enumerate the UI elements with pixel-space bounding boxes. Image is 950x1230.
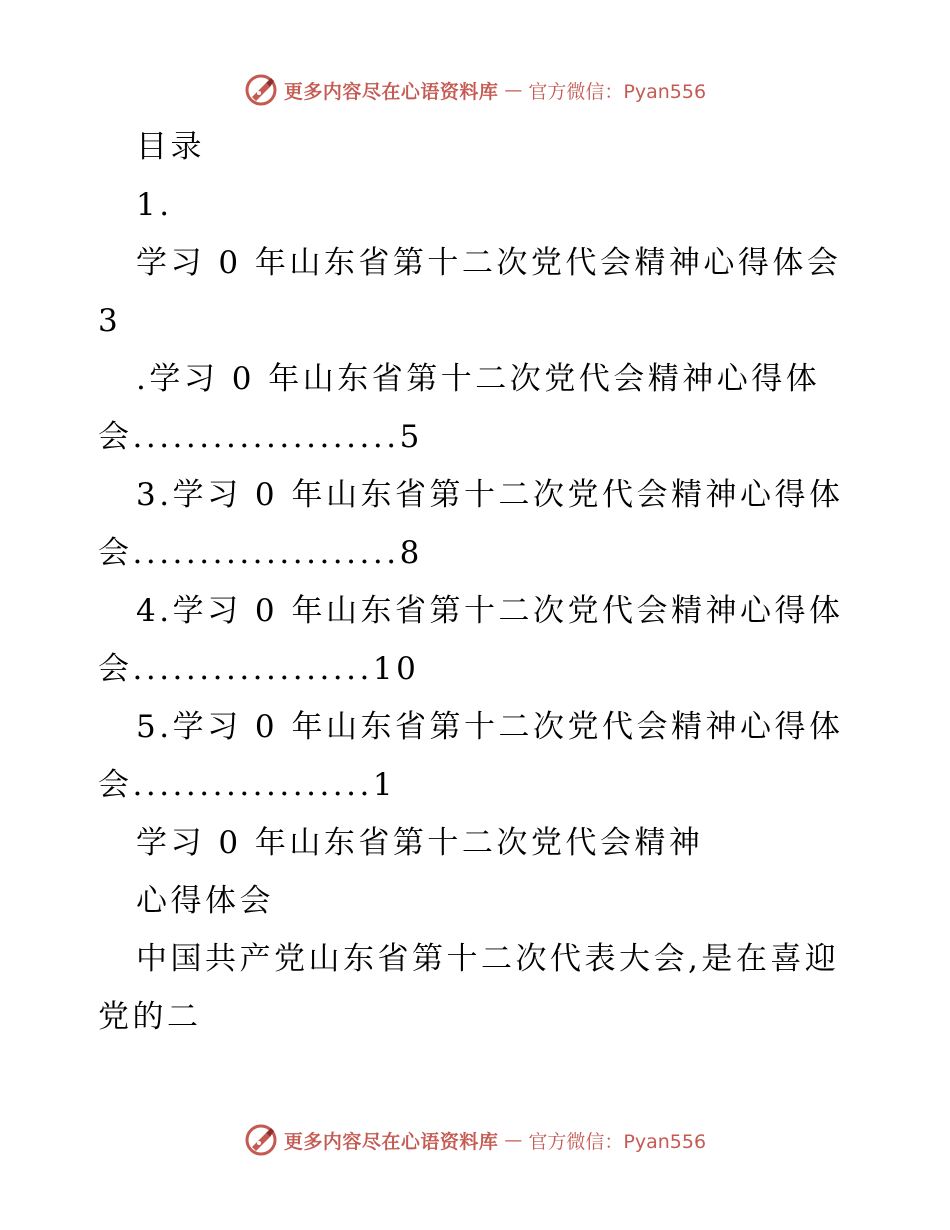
toc-heading: 目录 bbox=[136, 129, 205, 165]
banner-contact: 官方微信：Pyan556 bbox=[528, 1130, 707, 1153]
banner-separator: — bbox=[504, 79, 523, 101]
toc-line: 会....................5 bbox=[98, 419, 423, 455]
banner-text: 更多内容尽在心语资料库 bbox=[283, 80, 499, 103]
body-paragraph: 中国共产党山东省第十二次代表大会,是在喜迎 bbox=[136, 941, 840, 977]
toc-line: 1. bbox=[136, 187, 173, 223]
body-paragraph: 党的二 bbox=[98, 999, 202, 1035]
toc-line: 会..................10 bbox=[98, 651, 420, 687]
banner-contact: 官方微信：Pyan556 bbox=[528, 80, 707, 103]
pen-logo-icon bbox=[244, 73, 278, 107]
banner-text: 更多内容尽在心语资料库 bbox=[283, 1130, 499, 1153]
toc-line: 3 bbox=[98, 303, 122, 339]
toc-line: .学习 0 年山东省第十二次党代会精神心得体 bbox=[136, 361, 821, 397]
toc-line: 学习 0 年山东省第十二次党代会精神心得体会 bbox=[136, 245, 842, 281]
toc-line: 5.学习 0 年山东省第十二次党代会精神心得体 bbox=[136, 709, 844, 745]
toc-line: 会....................8 bbox=[98, 535, 423, 571]
section-title: 学习 0 年山东省第十二次党代会精神 bbox=[136, 825, 704, 861]
banner-separator: — bbox=[504, 1129, 523, 1151]
footer-banner bbox=[0, 1120, 950, 1160]
toc-line: 会..................1 bbox=[98, 767, 397, 803]
toc-line: 4.学习 0 年山东省第十二次党代会精神心得体 bbox=[136, 593, 844, 629]
section-title: 心得体会 bbox=[136, 883, 274, 919]
header-banner bbox=[0, 70, 950, 110]
toc-line: 3.学习 0 年山东省第十二次党代会精神心得体 bbox=[136, 477, 844, 513]
pen-logo-icon bbox=[244, 1123, 278, 1157]
